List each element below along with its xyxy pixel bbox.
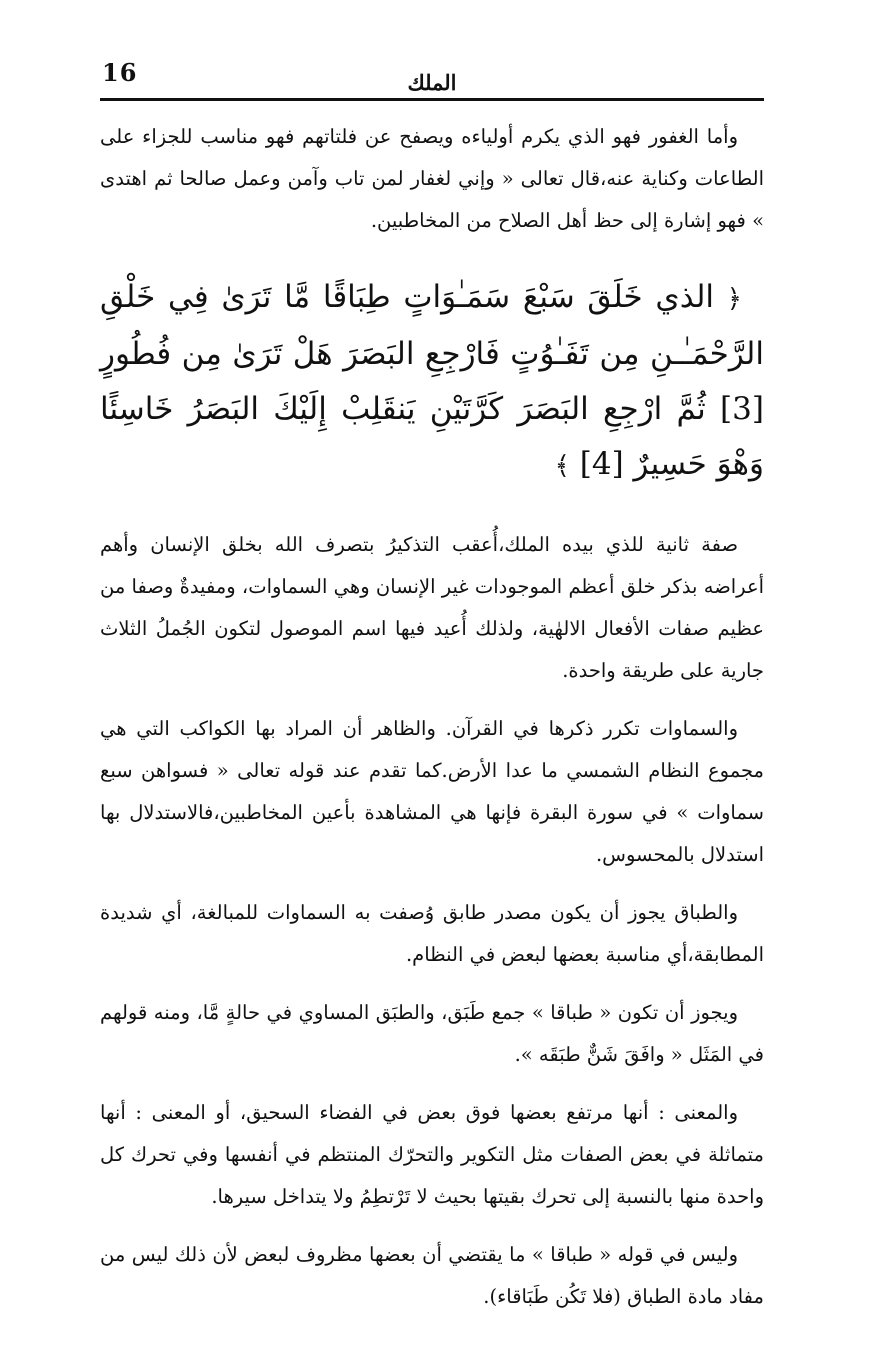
paragraph-meaning: والمعنى : أنها مرتفع بعضها فوق بعض في الفضاء السحيق، أو المعنى : أنها متماثلة في بعض الصفات مثل التكوير والتحرّك المنتظم في أنفسها وفي تحرك كل واحدة منها بالنسبة إلى تحرك بقيتها بحيث لا تَرْتطِمُ ولا يتداخل سيرها.: [100, 1101, 764, 1208]
paragraph-not-enclosed: وليس في قوله « طباقا » ما يقتضي أن بعضها مظروف لبعض لأن ذلك ليس من مفاد مادة الطباق (فلا تَكُن طَبَاقاء).: [100, 1243, 764, 1308]
running-title: الملك: [407, 70, 457, 95]
header-rule: [100, 98, 764, 101]
paragraph-heavens: والسماوات تكرر ذكرها في القرآن. والظاهر أن المراد بها الكواكب التي هي مجموع النظام الشمسي ما عدا الأرض.كما تقدم عند قوله تعالى « فسواهن سبع سماوات » في سورة البقرة فإنها هي المشاهدة بأعين المخاطبين،فالاستدلال بها استدلال بالمحسوس.: [100, 717, 764, 866]
verse-text: الذي خَلَقَ سَبْعَ سَمَـٰوَاتٍ طِبَاقًا مَّا تَرَىٰ فِي خَلْقِ الرَّحْمَـٰـنِ مِن تَفَـٰوُتٍ فَارْجِعِ البَصَرَ هَلْ تَرَىٰ مِن فُطُورٍ [3] ثُمَّ ارْجِعِ البَصَرَ كَرَّتَيْنِ يَنقَلِبْ إِلَيْكَ البَصَرُ خَاسِئًا وَهْوَ حَسِيرٌ [4]: [100, 279, 764, 482]
page-body: [100, 116, 764, 1334]
verse-open-bracket: ﴿: [726, 284, 742, 314]
page-header: [100, 52, 764, 100]
paragraph-second-attribute: صفة ثانية للذي بيده الملك،أُعقب التذكيرُ بتصرف الله بخلق الإنسان وأهم أعراضه بذكر خلق أعظم الموجودات غير الإنسان وهي السماوات، ومفيدةٌ وصفا من عظيم صفات الأفعال الالهٰية، ولذلك أُعيد فيها اسم الموصول لتكون الجُملُ الثلاث جارية على طريقة واحدة.: [100, 533, 764, 682]
paragraph-tabaq-plural: ويجوز أن تكون « طباقا » جمع طَبَق، والطبَق المساوي في حالةٍ مَّا، ومنه قولهم في المَثَل « وافَقَ شَنٌّ طبَقَه ».: [100, 1001, 764, 1066]
verse-close-bracket: ﴾: [554, 451, 570, 481]
paragraph-tibaq: والطباق يجوز أن يكون مصدر طابق وُصفت به السماوات للمبالغة، أي شديدة المطابقة،أي مناسبة بعضها لبعض في النظام.: [100, 901, 764, 966]
quran-verse: [100, 270, 764, 494]
page-number: 16: [102, 58, 138, 87]
paragraph-ghafur: وأما الغفور فهو الذي يكرم أولياءه ويصفح عن فلتاتهم فهو مناسب للجزاء على الطاعات وكناية عنه،قال تعالى « وإني لغفار لمن تاب وآمن وعمل صالحا ثم اهتدى » فهو إشارة إلى حظ أهل الصلاح من المخاطبين.: [100, 125, 764, 232]
